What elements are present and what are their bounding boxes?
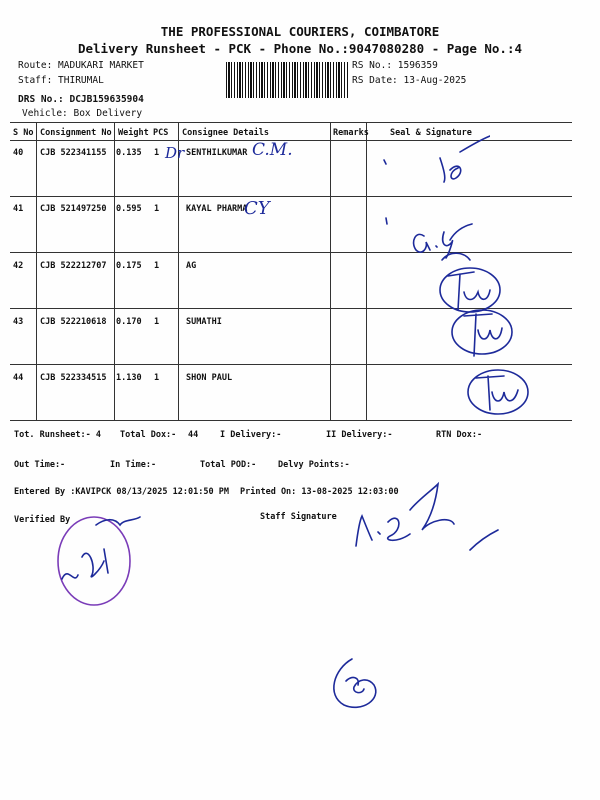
row-weight: 0.170 xyxy=(116,317,142,327)
row-weight: 0.175 xyxy=(116,261,142,271)
barcode xyxy=(226,62,348,98)
verified-by-label: Verified By xyxy=(14,515,71,525)
row-sno: 42 xyxy=(13,261,24,271)
row-sno: 43 xyxy=(13,317,24,327)
row-consignee: AG xyxy=(186,261,197,271)
row-consignment: CJB 522341155 xyxy=(40,148,107,158)
row-pcs: 1 xyxy=(154,204,160,214)
col-header-remarks: Remarks xyxy=(333,128,369,138)
row-consignment: CJB 522210618 xyxy=(40,317,107,327)
row-pcs: 1 xyxy=(154,373,160,383)
col-header-weight: Weight xyxy=(118,128,149,138)
company-title: THE PROFESSIONAL COURIERS, COIMBATORE xyxy=(160,24,440,39)
col-header-consignment: Consignment No xyxy=(40,128,112,138)
handwritten-initials: C.M. xyxy=(252,140,293,160)
row-consignee: SUMATHI xyxy=(186,317,222,327)
handwritten-prefix: Dr xyxy=(165,144,185,162)
rtn-dox: RTN Dox:- xyxy=(436,430,483,440)
total-dox-value: 44 xyxy=(188,430,199,440)
col-header-seal: Seal & Signature xyxy=(390,128,472,138)
row-weight: 0.135 xyxy=(116,148,142,158)
col-header-consignee: Consignee Details xyxy=(182,128,269,138)
row-consignment: CJB 522212707 xyxy=(40,261,107,271)
row-weight: 0.595 xyxy=(116,204,142,214)
drs-number: DRS No.: DCJB159635904 xyxy=(18,94,144,105)
row-sno: 44 xyxy=(13,373,24,383)
row-consignment: CJB 521497250 xyxy=(40,204,107,214)
scribble-mark xyxy=(322,655,392,715)
row-consignee: SHON PAUL xyxy=(186,373,233,383)
in-time: In Time:- xyxy=(110,460,157,470)
handwritten-initials: CY xyxy=(244,198,270,219)
runsheet-subtitle: Delivery Runsheet - PCK - Phone No.:9047080280 - Page No.:4 xyxy=(77,41,522,56)
vehicle-label: Vehicle: Box Delivery xyxy=(22,108,143,119)
staff-signature-label: Staff Signature xyxy=(260,512,337,522)
col-header-pcs: PCS xyxy=(153,128,169,138)
signature-row-41 xyxy=(380,212,490,262)
delivery-points: Delvy Points:- xyxy=(278,460,350,470)
col-header-sno: S No xyxy=(13,128,34,138)
rs-number: RS No.: 1596359 xyxy=(352,60,438,71)
row-sno: 40 xyxy=(13,148,24,158)
staff-label: Staff: THIRUMAL xyxy=(18,75,104,86)
route-label: Route: MADUKARI MARKET xyxy=(18,60,144,71)
signature-row-40 xyxy=(370,130,490,190)
stamp-row-44 xyxy=(460,362,540,424)
row-consignment: CJB 522334515 xyxy=(40,373,107,383)
i-delivery: I Delivery:- xyxy=(220,430,282,440)
total-pod: Total POD:- xyxy=(200,460,257,470)
stamp-row-43 xyxy=(440,300,520,370)
out-time: Out Time:- xyxy=(14,460,66,470)
printed-on: Printed On: 13-08-2025 12:03:00 xyxy=(240,487,399,497)
total-dox-label: Total Dox:- xyxy=(120,430,177,440)
row-consignee: KAYAL PHARMA xyxy=(186,204,248,214)
row-consignee: SENTHILKUMAR xyxy=(186,148,248,158)
row-sno: 41 xyxy=(13,204,24,214)
row-pcs: 1 xyxy=(154,317,160,327)
total-runsheet: Tot. Runsheet:- 4 xyxy=(14,430,101,440)
rs-date: RS Date: 13-Aug-2025 xyxy=(352,75,467,86)
row-pcs: 1 xyxy=(154,148,160,158)
ii-delivery: II Delivery:- xyxy=(326,430,393,440)
row-pcs: 1 xyxy=(154,261,160,271)
entered-by: Entered By :KAVIPCK 08/13/2025 12:01:50 PM xyxy=(14,487,229,497)
row-weight: 1.130 xyxy=(116,373,142,383)
